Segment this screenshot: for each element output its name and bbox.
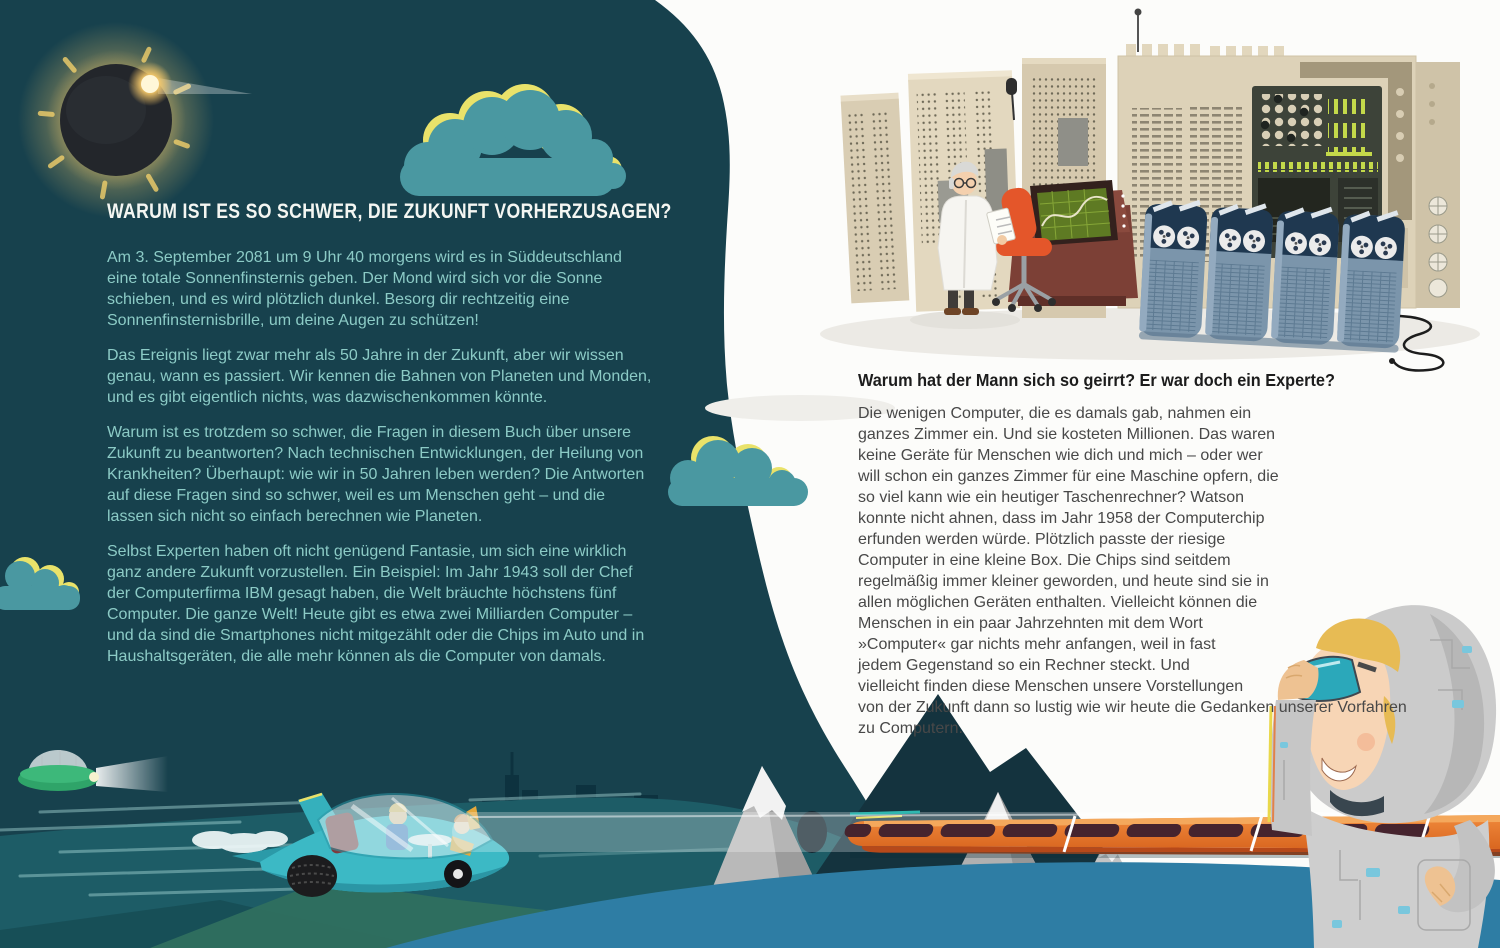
text-wrap-spacer	[1282, 592, 1412, 613]
paragraph	[858, 403, 1412, 739]
text-wrap-spacer	[1252, 613, 1412, 697]
paragraph: Das Ereignis liegt zwar mehr als 50 Jahre in der Zukunft, aber wir wissen genau, wann es passiert. Wir kennen die Bahnen von Planeten und Monden, und es gibt eigentlich nichts, was dazwischenkommen könnte.	[107, 347, 652, 406]
paragraph: Am 3. September 2081 um 9 Uhr 40 morgens wird es in Süddeutschland eine totale Sonnenfinsternis geben. Der Mond wird sich vor die Sonne schieben, und es wird plötzlich dunkel. Besorg dir rechtzeitig eine Sonnenfinsternisbrille, um deine Augen zu schützen!	[107, 249, 622, 329]
left-column	[107, 200, 672, 681]
page-title: WARUM IST ES SO SCHWER, DIE ZUKUNFT VORHERZUSAGEN?	[107, 200, 672, 223]
paragraph-text: Die wenigen Computer, die es damals gab, nahmen ein ganzes Zimmer ein. Und sie kosteten Millionen. Das waren keine Geräte für Menschen wie dich und mich – oder wer will schon ein ganzes Zimmer für eine Maschine opfern, die so viel kann wie ein heutiger Taschenrechner? Watson konnte nicht ahnen, dass im Jahr 1958 der Computerchip erfunden werden würde. Plötzlich passte der riesige Computer in eine kleine Box. Die Chips sind seitdem regelmäßig immer kleiner geworden, und heute sind sie in allen möglichen Geräten enthalten. Vielleicht können die Menschen in ein paar Jahrzehnten mit dem Wort »Computer« gar nichts mehr anfangen, weil in fast jedem Gegenstand so ein Rechner steckt. Und vielleicht finden diese Menschen unsere Vorstellungen von der Zukunft dann so lustig wie wir heute die Gedanken unserer Vorfahren zu Computern.	[858, 405, 1407, 737]
paragraph: Warum ist es trotzdem so schwer, die Fragen in diesem Buch über unsere Zukunft zu beantworten? Nach technischen Entwicklungen, der Heilung von Krankheiten? Überhaupt: wie wir in 50 Jahren leben werden? Die Antworten auf diese Fragen sind so schwer, weil es um Menschen geht – und die lassen sich nicht so einfach berechnen wie Planeten.	[107, 424, 645, 525]
right-column	[858, 370, 1412, 739]
computer-room-illustration	[705, 9, 1480, 422]
paragraph: Selbst Experten haben oft nicht genügend Fantasie, um sich eine wirklich ganz andere Zukunft vorzustellen. Ein Beispiel: Im Jahr 1943 soll der Chef der Computerfirma IBM gesagt haben, die Welt bräuchte höchstens fünf Computer. Die ganze Welt! Heute gibt es etwa zwei Milliarden Computer – und da sind die Smartphones nicht mitgezählt oder die Chips im Auto und in Haushaltsgeräten, die alle mehr können als die Computer von damals.	[107, 543, 645, 665]
section-heading: Warum hat der Mann sich so geirrt? Er war doch ein Experte?	[858, 370, 1335, 390]
